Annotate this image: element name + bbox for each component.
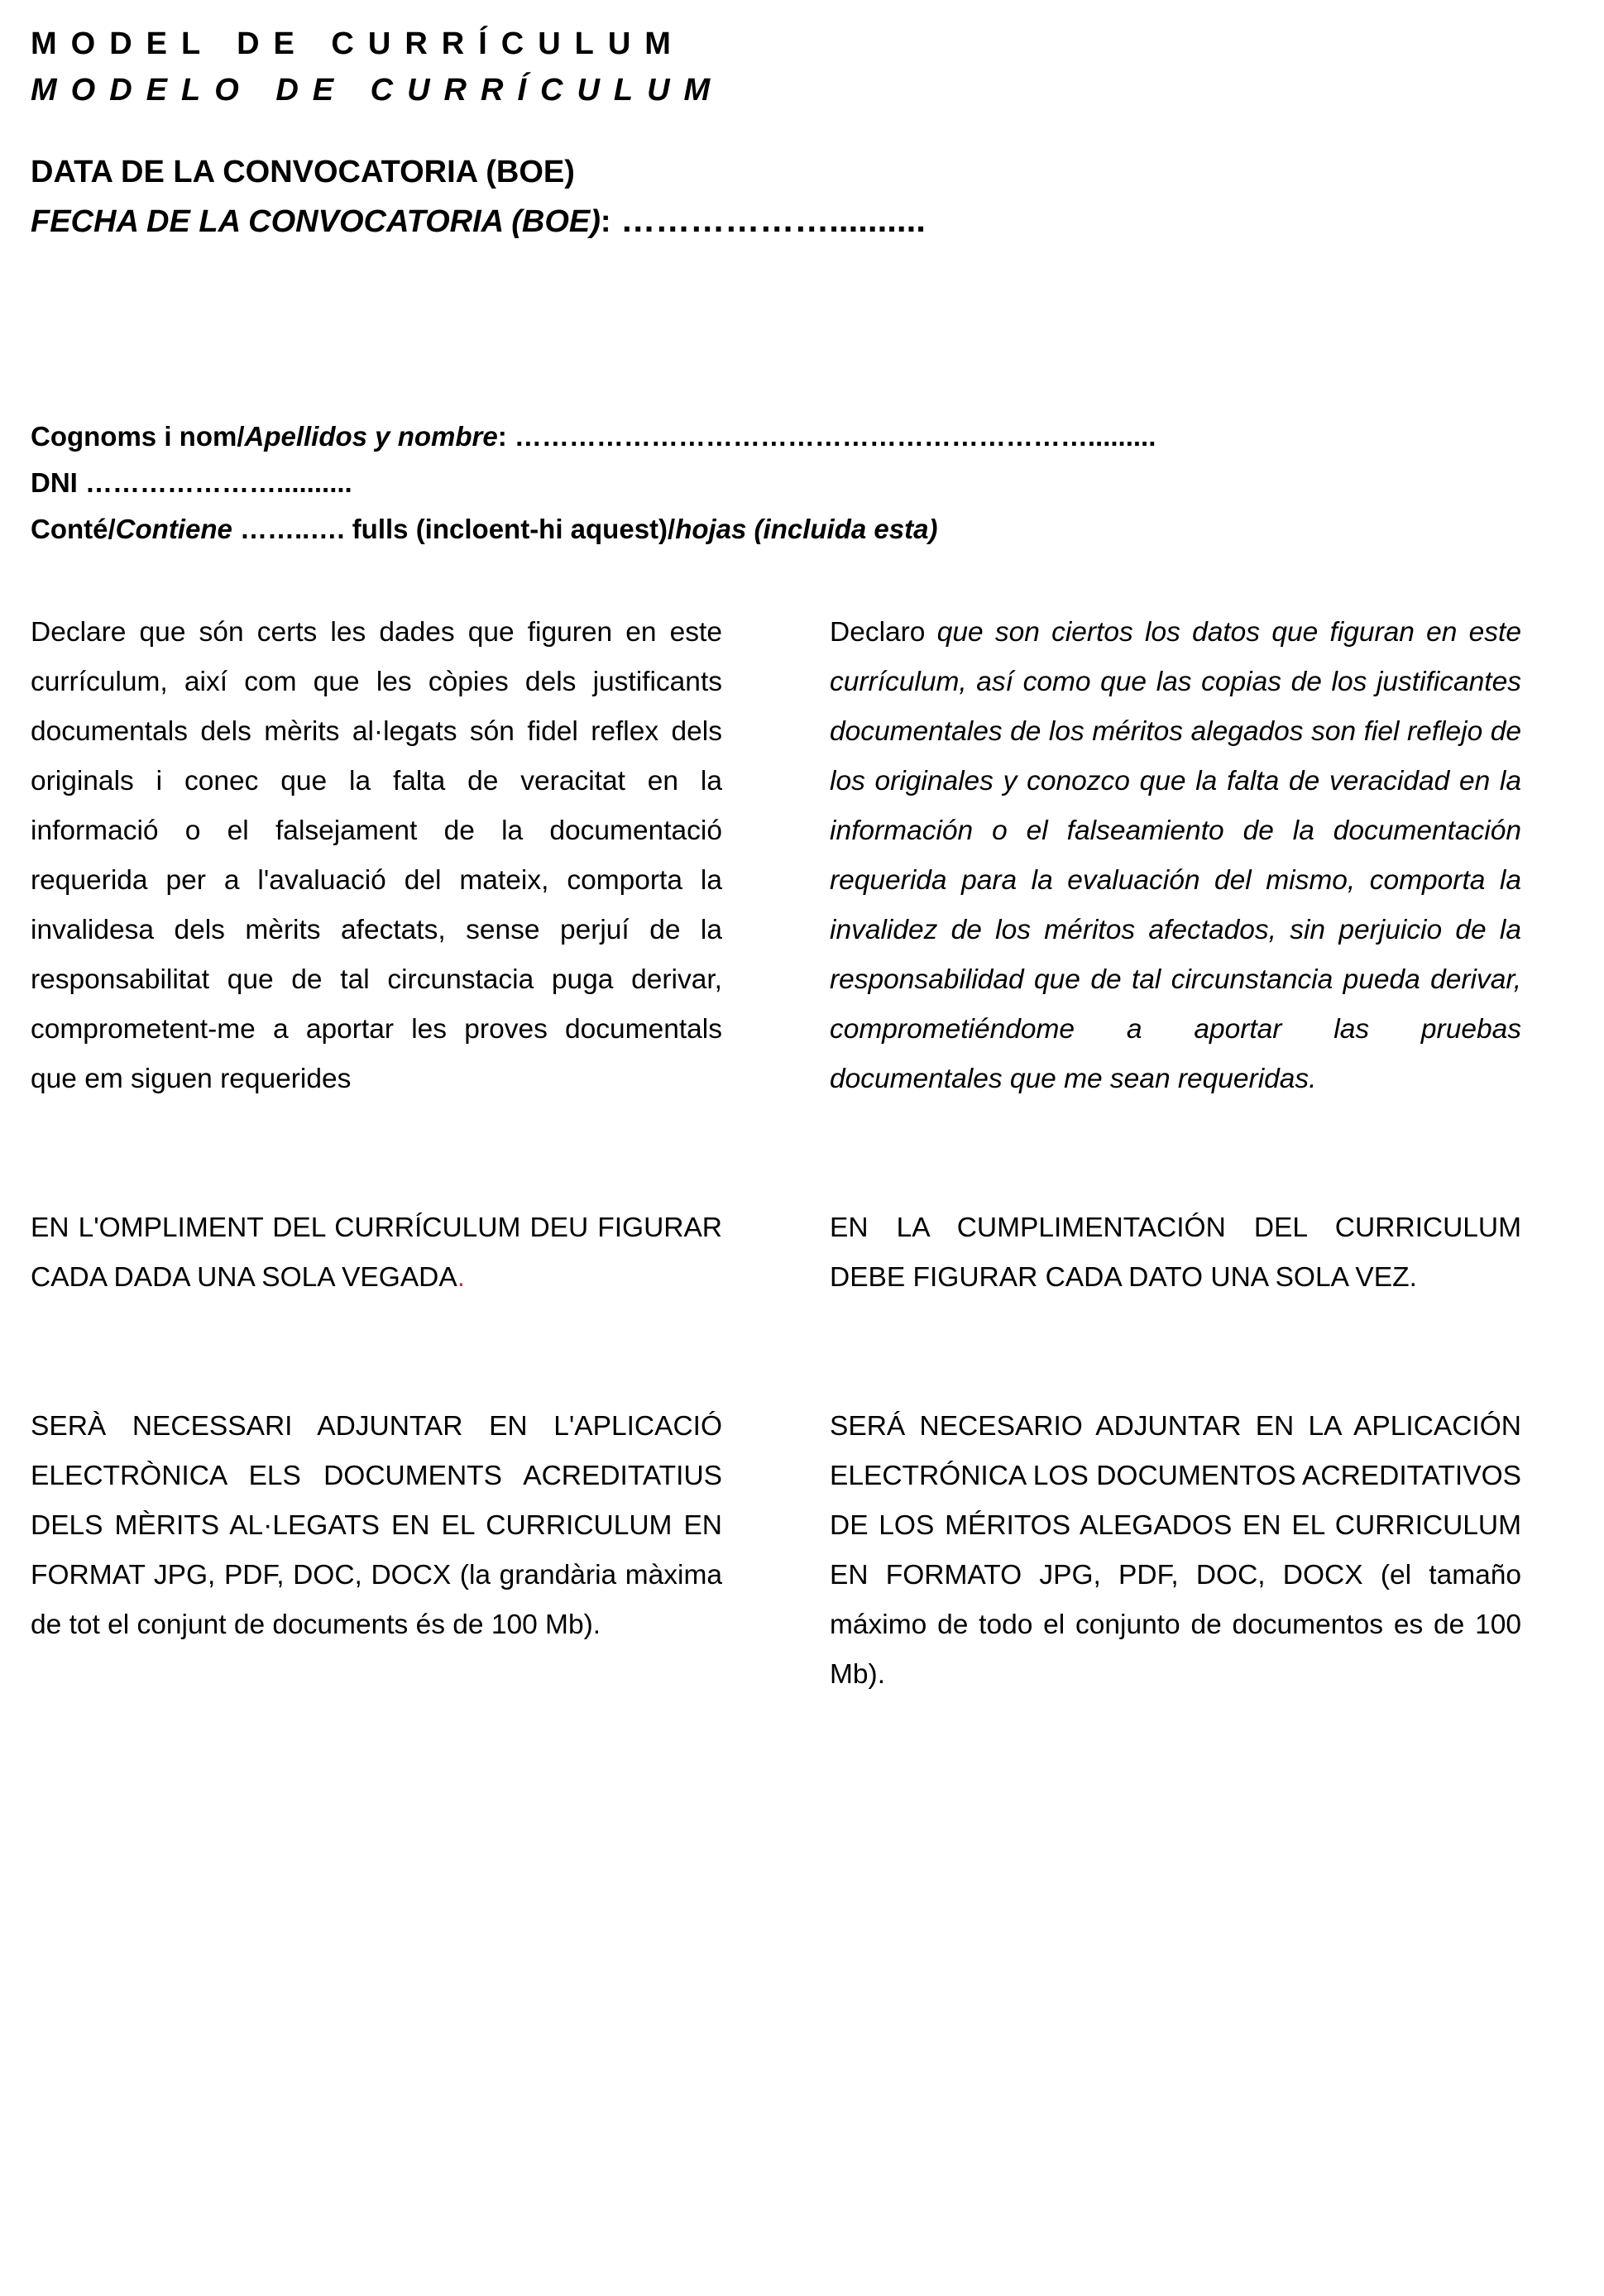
name-blank: : ………………………………………………………......... [497, 421, 1156, 452]
convocatoria-date-label-catalan: DATA DE LA CONVOCATORIA (BOE) [31, 155, 575, 189]
name-label-spanish: Apellidos y nombre [244, 421, 498, 452]
dni-blank: ………………….......... [77, 467, 352, 498]
page-count-field [31, 512, 937, 547]
declaration-spanish-lead: Declaro [830, 617, 926, 648]
declaration-catalan: Declare que són certs les dades que figuren en este currículum, així com que les còpies dels justificants documentals dels mèrits al·legats són fidel reflex dels originals i conec que la falta de veracitat en la informació o el falsejament de la documentació requerida per a l'avaluació del mateix, comporta la invalidesa dels mèrits afectats, sense perjuí de la responsabilitat que de tal circunstacia puga derivar, comprometent-me a aportar les proves documentals que em siguen requerides [31, 617, 722, 1094]
fill-rule-catalan [31, 1203, 722, 1303]
convocatoria-date-line-spanish [31, 201, 926, 241]
declaration-spanish [830, 608, 1521, 1104]
page-count-suffix-catalan: fulls (incloent-hi aquest)/ [352, 514, 676, 544]
fill-rule-spanish: EN LA CUMPLIMENTACIÓN DEL CURRICULUM DEBE FIGURAR CADA DATO UNA SOLA VEZ. [830, 1213, 1521, 1293]
name-label-catalan: Cognoms i nom/ [31, 421, 245, 452]
fill-rule-catalan-text: EN L'OMPLIMENT DEL CURRÍCULUM DEU FIGURAR CADA DADA UNA SOLA VEGADA [31, 1213, 722, 1293]
name-field [31, 419, 1156, 454]
page-count-label-catalan: Conté/ [31, 514, 116, 544]
convocatoria-date-blank: ……………….......... [610, 200, 926, 239]
attachment-notice-spanish: SERÁ NECESARIO ADJUNTAR EN LA APLICACIÓN ELECTRÓNICA LOS DOCUMENTOS ACREDITATIVOS DE LOS MÉRITOS ALEGADOS EN EL CURRICULUM EN FORMATO JPG, PDF, DOC, DOCX (el tamaño máximo de todo el conjunto de documentos es de 100 Mb). [830, 1411, 1521, 1690]
title-catalan: MODEL DE CURRÍCULUM [31, 26, 685, 61]
attachment-notice-catalan: SERÀ NECESSARI ADJUNTAR EN L'APLICACIÓ ELECTRÒNICA ELS DOCUMENTS ACREDITATIUS DELS MÈRITS AL·LEGATS EN EL CURRICULUM EN FORMAT JPG, PDF, DOC, DOCX (la grandària màxima de tot el conjunt de documents és de 100 Mb). [31, 1411, 722, 1640]
page-count-label-spanish: Contiene [115, 514, 232, 544]
fill-rule-catalan-period: . [457, 1262, 466, 1293]
page-count-blank: ……..…. [232, 514, 352, 544]
convocatoria-separator: : [600, 204, 611, 239]
title-spanish: MODELO DE CURRÍCULUM [31, 73, 725, 108]
convocatoria-date-label-spanish: FECHA DE LA CONVOCATORIA (BOE) [31, 204, 601, 239]
dni-label: DNI [31, 467, 78, 498]
dni-field [31, 466, 352, 500]
declaration-spanish-body: que son ciertos los datos que figuran en este currículum, así como que las copias de los justificantes documentales de los méritos alegados son fiel reflejo de los originales y conozco que la falta de veracidad en la información o el falseamiento de la documentación requerida para la evaluación del mismo, comporta la invalidez de los méritos afectados, sin perjuicio de la responsabilidad que de tal circunstancia pueda derivar, comprometiéndome a aportar las pruebas documentales que me sean requeridas. [830, 617, 1521, 1094]
page-count-suffix-spanish: hojas (incluida esta) [675, 514, 938, 544]
